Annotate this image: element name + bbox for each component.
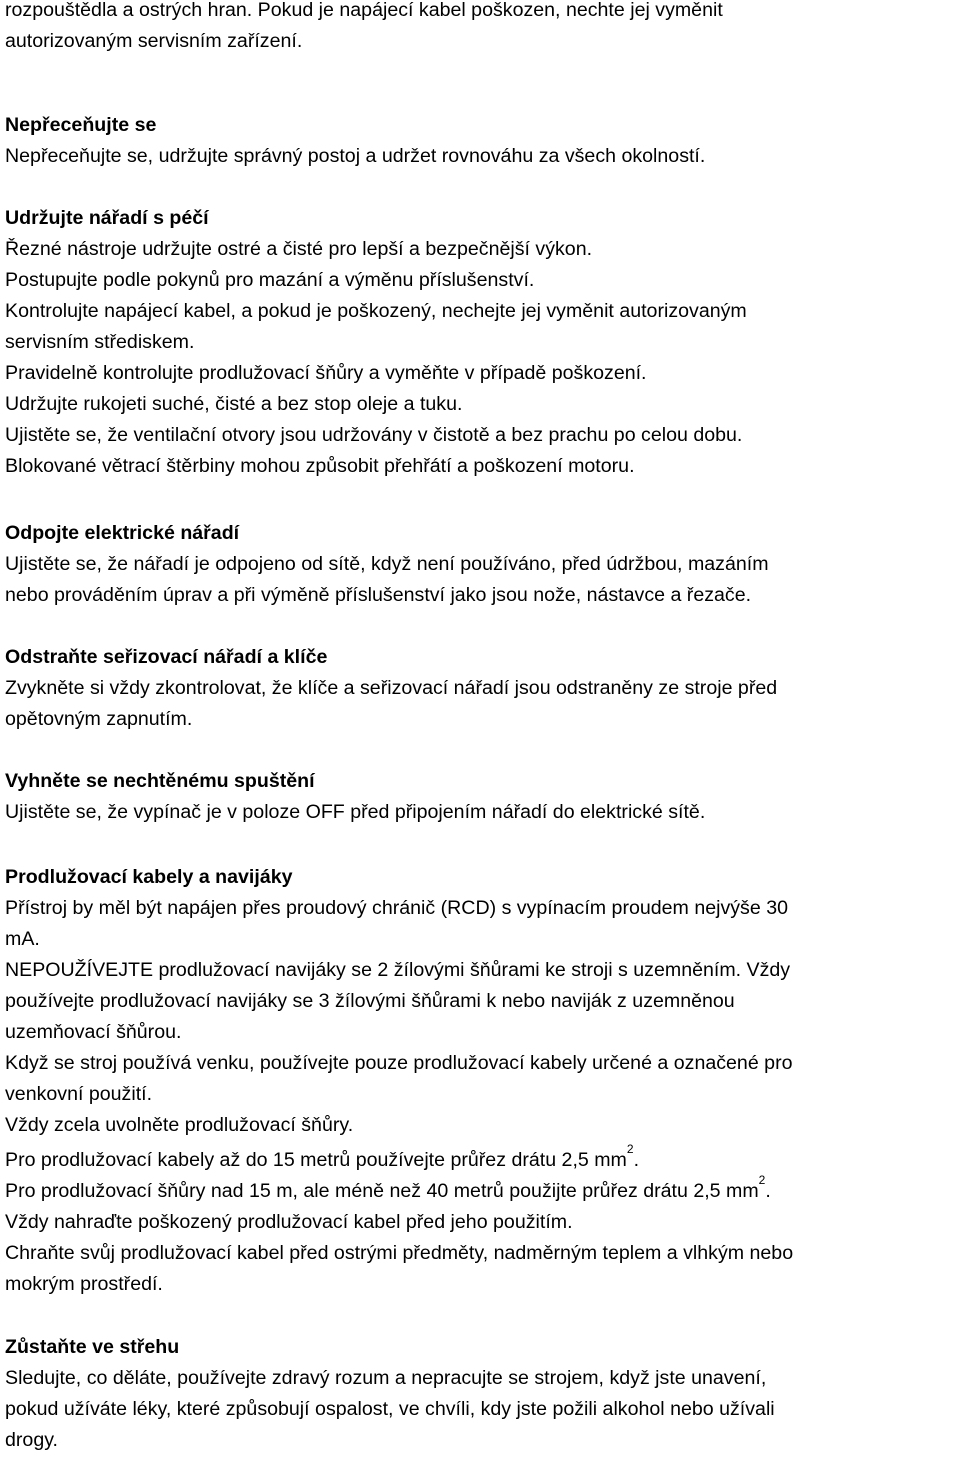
paragraph-line: Sledujte, co děláte, používejte zdravý rozum a nepracujte se strojem, když jste unavení, <box>5 1367 767 1389</box>
paragraph-line: Ujistěte se, že vypínač je v poloze OFF před připojením nářadí do elektrické sítě. <box>5 801 706 823</box>
section-heading: Udržujte nářadí s péčí <box>5 207 209 229</box>
paragraph-line: mA. <box>5 928 40 950</box>
intro-line: autorizovaným servisním zařízení. <box>5 30 303 52</box>
section-heading: Odstraňte seřizovací nářadí a klíče <box>5 646 328 668</box>
paragraph-line: Řezné nástroje udržujte ostré a čisté pro lepší a bezpečnější výkon. <box>5 238 593 260</box>
paragraph-line: opětovným zapnutím. <box>5 708 193 730</box>
paragraph-line: Udržujte rukojeti suché, čisté a bez stop oleje a tuku. <box>5 393 463 415</box>
line-tail: . <box>765 1180 771 1202</box>
paragraph-line-with-superscript <box>5 1142 640 1176</box>
paragraph-line: mokrým prostředí. <box>5 1273 163 1295</box>
paragraph-line: Když se stroj používá venku, používejte pouze prodlužovací kabely určené a označené pro <box>5 1052 793 1074</box>
section-heading: Vyhněte se nechtěnému spuštění <box>5 770 315 792</box>
section-heading: Prodlužovací kabely a navijáky <box>5 866 293 888</box>
paragraph-line: Pravidelně kontrolujte prodlužovací šňůry a vyměňte v případě poškození. <box>5 362 647 384</box>
paragraph-line: uzemňovací šňůrou. <box>5 1021 182 1043</box>
superscript: 2 <box>758 1173 766 1187</box>
paragraph-line: Přístroj by měl být napájen přes proudový chránič (RCD) s vypínacím proudem nejvýše 30 <box>5 897 788 919</box>
paragraph-line-with-superscript <box>5 1173 771 1207</box>
superscript: 2 <box>626 1142 634 1156</box>
paragraph-line: servisním střediskem. <box>5 331 195 353</box>
line-text: Pro prodlužovací šňůry nad 15 m, ale méně než 40 metrů použijte průřez drátu 2,5 mm <box>5 1180 759 1202</box>
paragraph-line: Ujistěte se, že nářadí je odpojeno od sítě, když není používáno, před údržbou, mazáním <box>5 553 769 575</box>
section-heading: Zůstaňte ve střehu <box>5 1336 180 1358</box>
paragraph-line: Postupujte podle pokynů pro mazání a výměnu příslušenství. <box>5 269 535 291</box>
paragraph-line: Vždy zcela uvolněte prodlužovací šňůry. <box>5 1114 354 1136</box>
paragraph-line: používejte prodlužovací navijáky se 3 žílovými šňůrami k nebo naviják z uzemněnou <box>5 990 735 1012</box>
paragraph-line: venkovní použití. <box>5 1083 153 1105</box>
line-tail: . <box>633 1149 640 1171</box>
paragraph-line: Chraňte svůj prodlužovací kabel před ostrými předměty, nadměrným teplem a vlhkým nebo <box>5 1242 794 1264</box>
line-text: Pro prodlužovací kabely až do 15 metrů používejte průřez drátu 2,5 mm <box>5 1149 627 1171</box>
paragraph-line: Kontrolujte napájecí kabel, a pokud je poškozený, nechejte jej vyměnit autorizovaným <box>5 300 747 322</box>
paragraph-line: pokud užíváte léky, které způsobují ospalost, ve chvíli, kdy jste požili alkohol nebo užívali <box>5 1398 775 1420</box>
paragraph-line: Zvykněte si vždy zkontrolovat, že klíče a seřizovací nářadí jsou odstraněny ze stroje před <box>5 677 778 699</box>
paragraph-line: Nepřeceňujte se, udržujte správný postoj a udržet rovnováhu za všech okolností. <box>5 145 706 167</box>
paragraph-line: Ujistěte se, že ventilační otvory jsou udržovány v čistotě a bez prachu po celou dobu. <box>5 424 743 446</box>
section-heading: Odpojte elektrické nářadí <box>5 522 240 544</box>
paragraph-line: drogy. <box>5 1429 59 1451</box>
paragraph-line: NEPOUŽÍVEJTE prodlužovací navijáky se 2 žílovými šňůrami ke stroji s uzemněním. Vždy <box>5 959 791 981</box>
section-heading: Nepřeceňujte se <box>5 114 157 136</box>
paragraph-line: Blokované větrací štěrbiny mohou způsobit přehřátí a poškození motoru. <box>5 455 635 477</box>
paragraph-line: Vždy nahraďte poškozený prodlužovací kabel před jeho použitím. <box>5 1211 573 1233</box>
paragraph-line: nebo prováděním úprav a při výměně příslušenství jako jsou nože, nástavce a řezače. <box>5 584 752 606</box>
intro-line: rozpouštědla a ostrých hran. Pokud je napájecí kabel poškozen, nechte jej vyměnit <box>5 0 723 21</box>
